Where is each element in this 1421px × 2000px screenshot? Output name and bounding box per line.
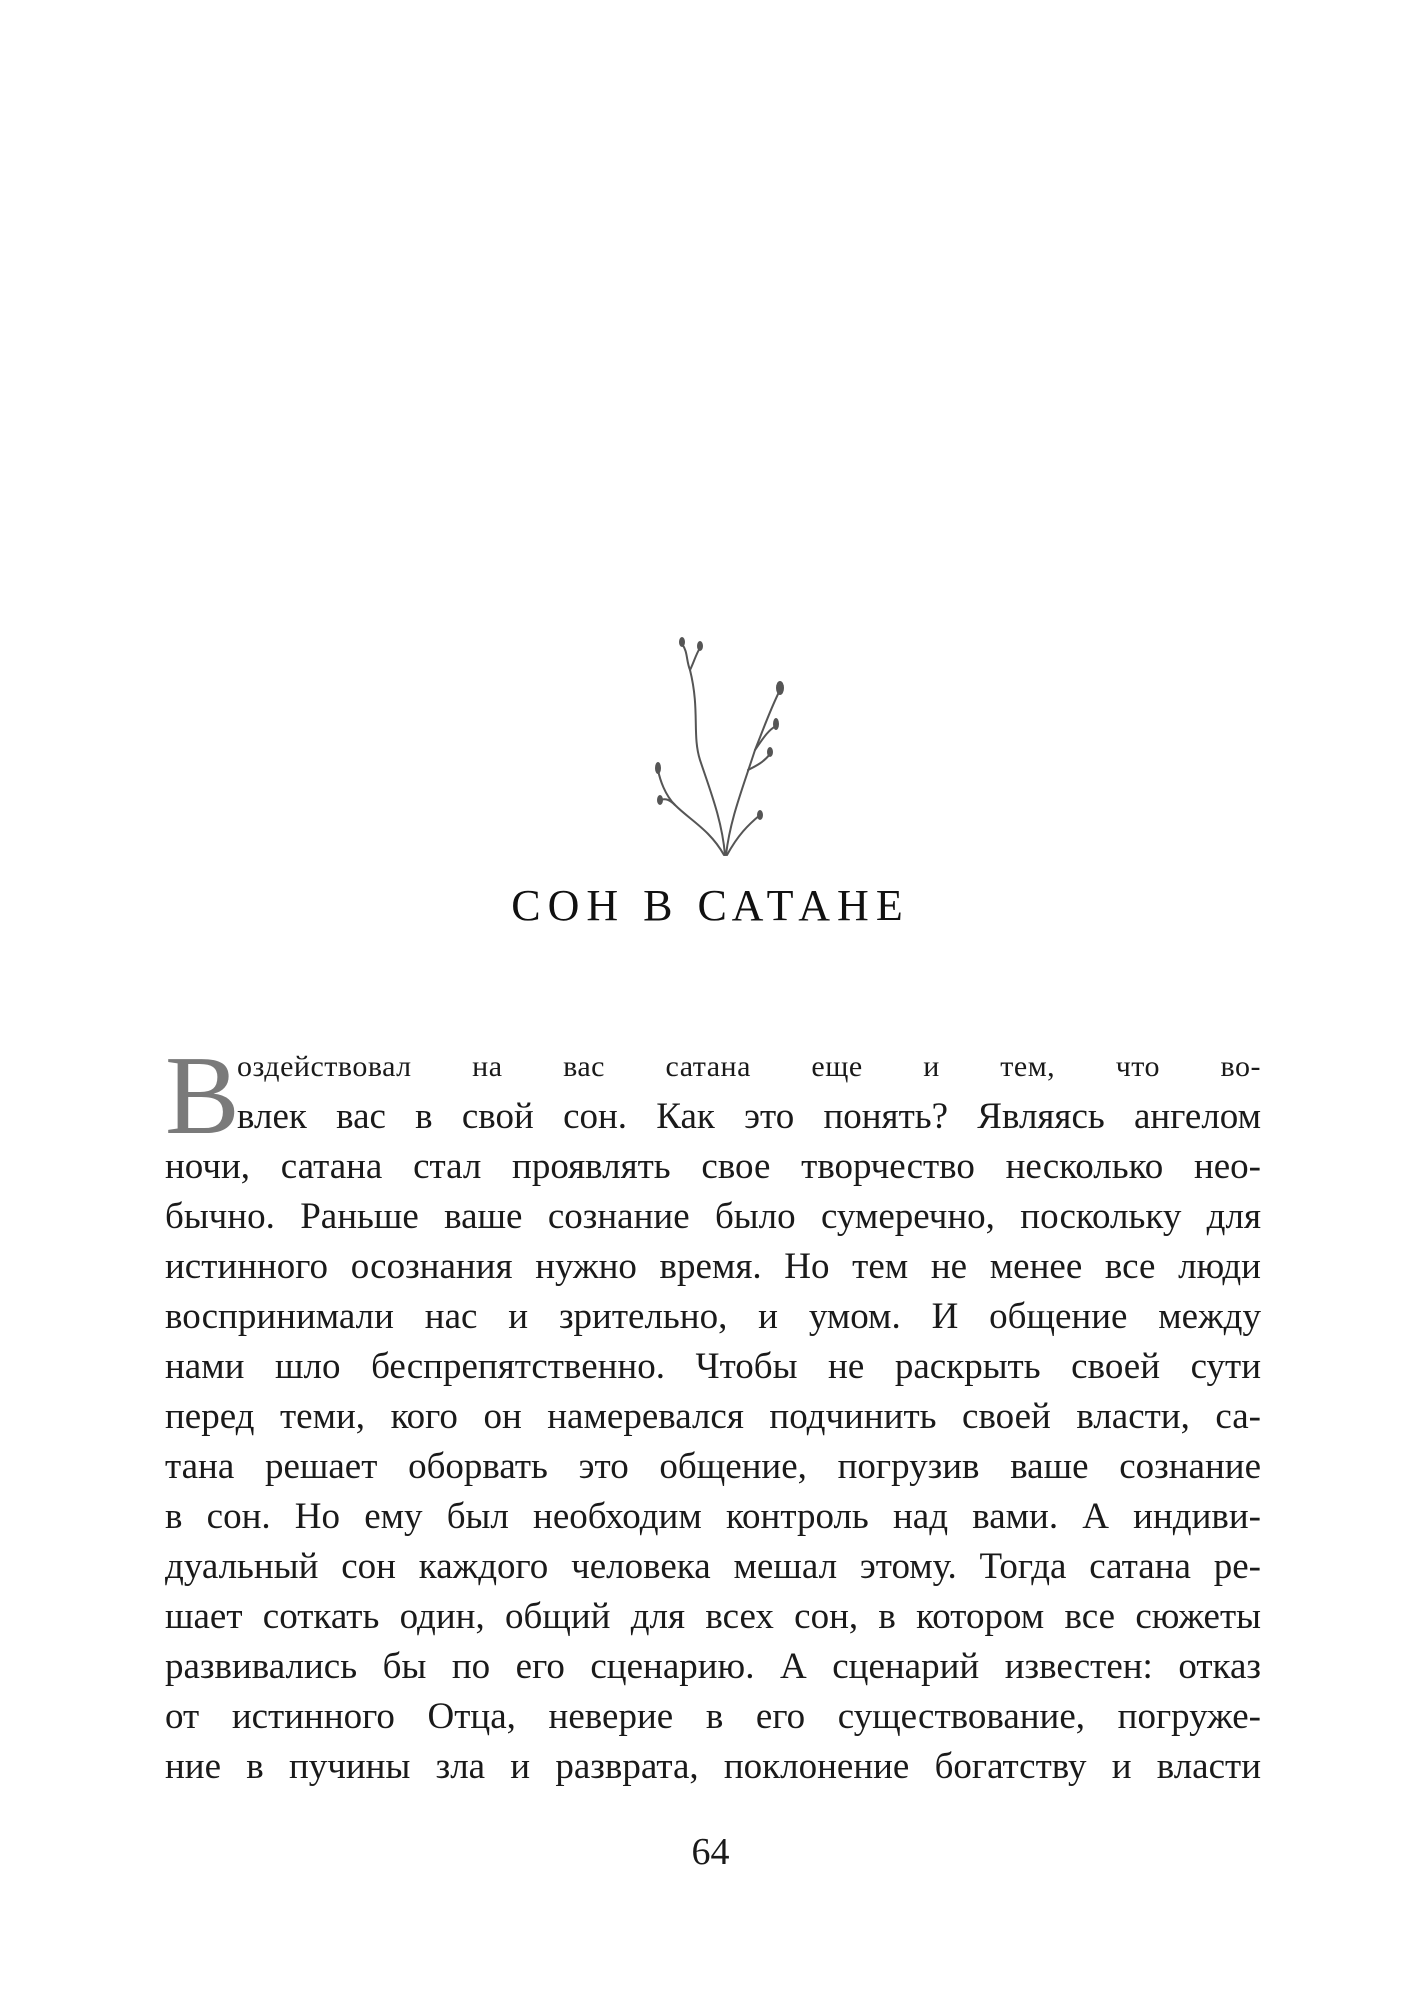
text-line: от истинного Отца, неверие в его существование, погруже- bbox=[165, 1696, 1261, 1737]
plant-sprig-icon bbox=[630, 630, 820, 870]
text-line: оздействовал на вас сатана еще и тем, что во- bbox=[237, 1050, 1261, 1083]
text-line: нами шло беспрепятственно. Чтобы не раскрыть своей сути bbox=[165, 1346, 1261, 1387]
text-line: бычно. Раньше ваше сознание было сумеречно, поскольку для bbox=[165, 1196, 1261, 1237]
chapter-title: СОН В САТАНЕ bbox=[511, 881, 910, 930]
text-line: развивались бы по его сценарию. А сценарий известен: отказ bbox=[165, 1646, 1261, 1687]
text-line: в сон. Но ему был необходим контроль над вами. А индиви- bbox=[165, 1496, 1261, 1537]
chapter-body bbox=[165, 1034, 1261, 1792]
text-line: воспринимали нас и зрительно, и умом. И общение между bbox=[165, 1296, 1261, 1337]
text-line: влек вас в свой сон. Как это понять? Являясь ангелом bbox=[237, 1096, 1261, 1137]
text-line: истинного осознания нужно время. Но тем не менее все люди bbox=[165, 1246, 1261, 1287]
text-line: перед теми, кого он намеревался подчинить своей власти, са- bbox=[165, 1396, 1261, 1437]
page-number: 64 bbox=[691, 1831, 730, 1873]
drop-cap: В bbox=[165, 1034, 240, 1158]
text-line: ночи, сатана стал проявлять свое творчество несколько нео- bbox=[165, 1146, 1261, 1187]
text-line: дуальный сон каждого человека мешал этому. Тогда сатана ре- bbox=[165, 1546, 1261, 1587]
text-line: тана решает оборвать это общение, погрузив ваше сознание bbox=[165, 1446, 1261, 1487]
text-line: шает соткать один, общий для всех сон, в котором все сюжеты bbox=[165, 1596, 1261, 1637]
text-line: ние в пучины зла и разврата, поклонение богатству и власти bbox=[165, 1746, 1261, 1787]
